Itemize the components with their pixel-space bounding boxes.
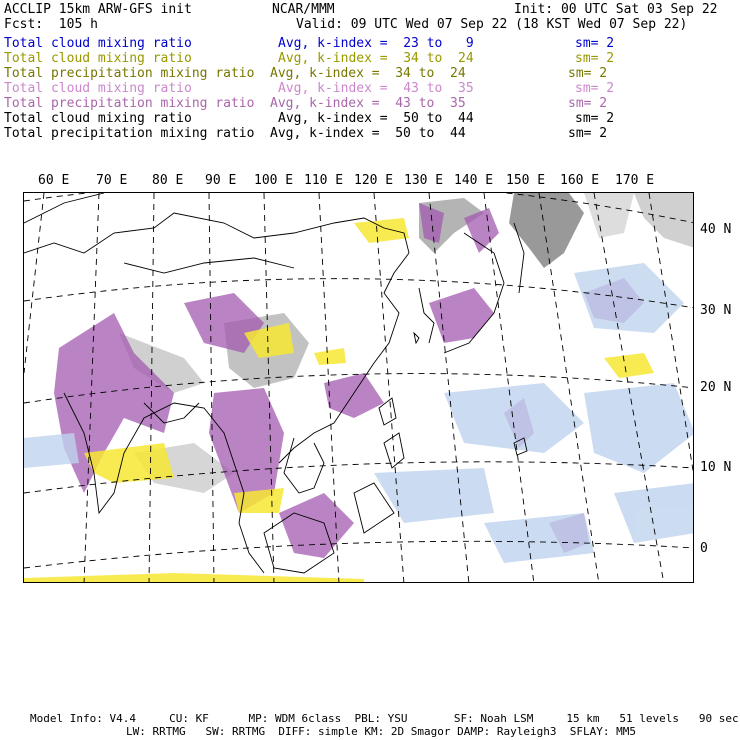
field-sm-2: sm= 2 xyxy=(575,51,615,66)
field-sm-4: sm= 2 xyxy=(575,81,615,96)
model-info: Model Info: V4.4 CU: KF MP: WDM 6class PBL: YSU SF: Noah LSM 15 km 51 levels 90 sec xyxy=(30,712,739,725)
lon-label: 150 E xyxy=(506,173,546,188)
field-name-2: Total cloud mixing ratio xyxy=(4,51,192,66)
field-name-7: Total precipitation mixing ratio xyxy=(4,126,255,141)
field-sm-3: sm= 2 xyxy=(568,66,608,81)
lon-label: 80 E xyxy=(152,173,184,188)
forecast-hour: Fcst: 105 h xyxy=(4,17,98,32)
model-physics: LW: RRTMG SW: RRTMG DIFF: simple KM: 2D Smagor DAMP: Rayleigh3 SFLAY: MM5 xyxy=(126,725,636,738)
map-canvas xyxy=(24,193,694,583)
field-avg-4: Avg, k-index = 43 to 35 xyxy=(278,81,474,96)
lon-label: 120 E xyxy=(354,173,394,188)
field-sm-1: sm= 2 xyxy=(575,36,615,51)
map-panel xyxy=(23,192,694,583)
field-name-5: Total precipitation mixing ratio xyxy=(4,96,255,111)
field-avg-6: Avg, k-index = 50 to 44 xyxy=(278,111,474,126)
lon-label: 60 E xyxy=(38,173,70,188)
field-avg-1: Avg, k-index = 23 to 9 xyxy=(278,36,474,51)
lat-label: 40 N xyxy=(700,222,732,237)
lon-label: 160 E xyxy=(560,173,600,188)
lon-label: 140 E xyxy=(454,173,494,188)
field-sm-6: sm= 2 xyxy=(575,111,615,126)
field-name-6: Total cloud mixing ratio xyxy=(4,111,192,126)
lat-label: 30 N xyxy=(700,303,732,318)
field-name-1: Total cloud mixing ratio xyxy=(4,36,192,51)
lat-label: 10 N xyxy=(700,460,732,475)
lon-label: 70 E xyxy=(96,173,128,188)
field-avg-5: Avg, k-index = 43 to 35 xyxy=(270,96,466,111)
init-time: Init: 00 UTC Sat 03 Sep 22 xyxy=(514,2,718,17)
lon-label: 90 E xyxy=(205,173,237,188)
model-title: ACCLIP 15km ARW-GFS init xyxy=(4,2,192,17)
lon-label: 130 E xyxy=(404,173,444,188)
field-sm-5: sm= 2 xyxy=(568,96,608,111)
field-avg-3: Avg, k-index = 34 to 24 xyxy=(270,66,466,81)
field-name-3: Total precipitation mixing ratio xyxy=(4,66,255,81)
lat-label: 20 N xyxy=(700,380,732,395)
field-name-4: Total cloud mixing ratio xyxy=(4,81,192,96)
lon-label: 170 E xyxy=(615,173,655,188)
field-sm-7: sm= 2 xyxy=(568,126,608,141)
center-name: NCAR/MMM xyxy=(272,2,335,17)
field-avg-2: Avg, k-index = 34 to 24 xyxy=(278,51,474,66)
lon-label: 100 E xyxy=(254,173,294,188)
valid-time: Valid: 09 UTC Wed 07 Sep 22 (18 KST Wed 07 Sep 22) xyxy=(296,17,688,32)
field-avg-7: Avg, k-index = 50 to 44 xyxy=(270,126,466,141)
lon-label: 110 E xyxy=(304,173,344,188)
lat-label: 0 xyxy=(700,541,708,556)
